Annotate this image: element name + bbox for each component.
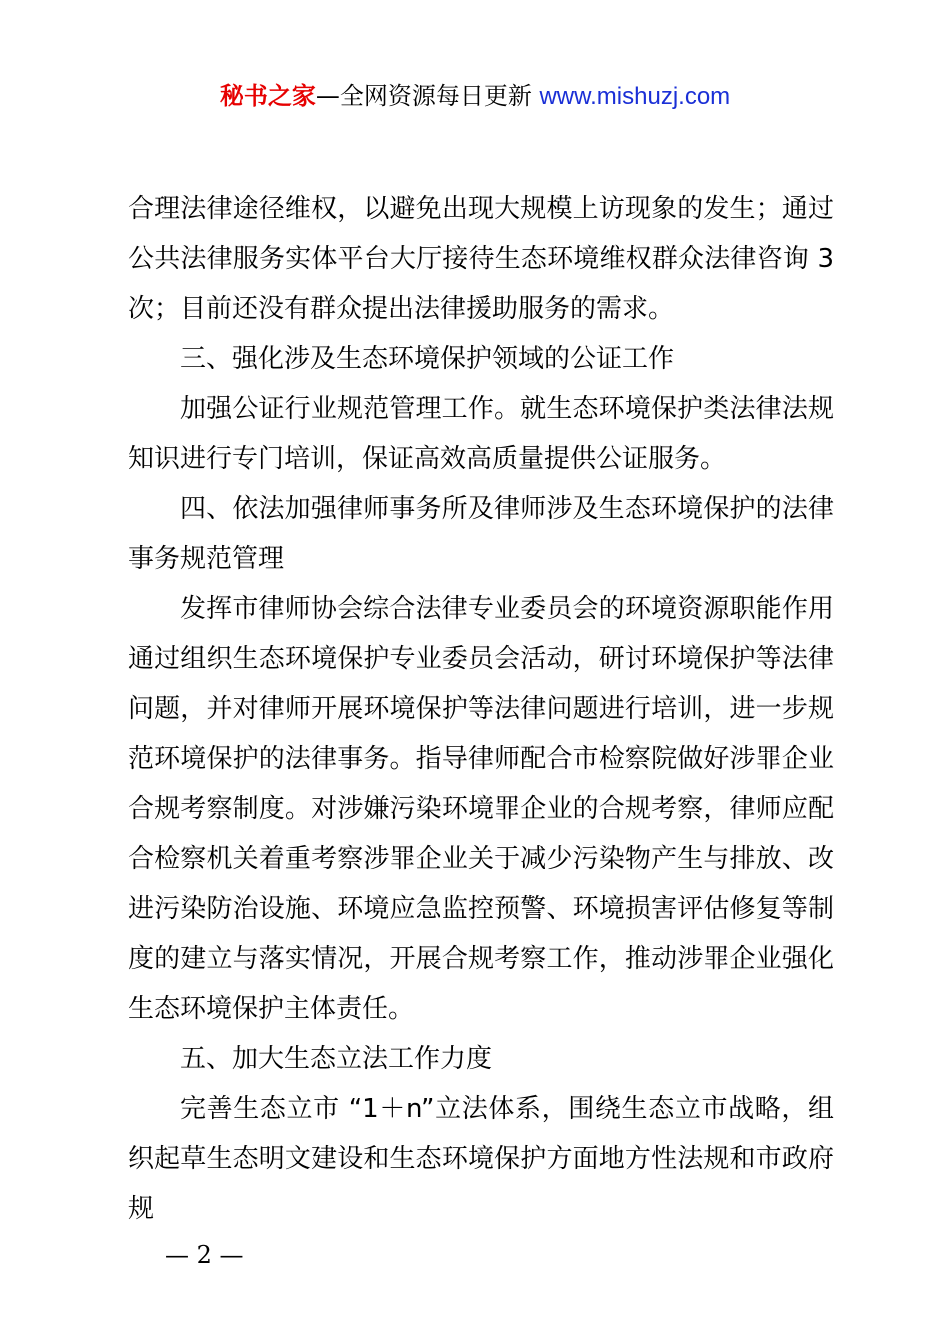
page-number: — 2 — — [165, 1241, 244, 1269]
section-heading: 四、依法加强律师事务所及律师涉及生态环境保护的法律事务规范管理 — [128, 494, 834, 574]
paragraph: 完善生态立市 “1＋n”立法体系，围绕生态立市战略，组织起草生态明文建设和生态环境保护方面地方性法规和市政府规 — [128, 1094, 834, 1224]
header-site-url[interactable]: www.mishuzj.com — [539, 83, 731, 110]
page-header — [0, 78, 950, 115]
header-slogan: —全网资源每日更新 — [315, 82, 540, 110]
paragraph: 发挥市律师协会综合法律专业委员会的环境资源职能作用通过组织生态环境保护专业委员会活动，研讨环境保护等法律问题，并对律师开展环境保护等法律问题进行培训，进一步规范环境保护的法律事务。指导律师配合市检察院做好涉罪企业合规考察制度。对涉嫌污染环境罪企业的合规考察，律师应配合检察机关着重考察涉罪企业关于减少污染物产生与排放、改进污染防治设施、环境应急监控预警、环境损害评估修复等制度的建立与落实情况，开展合规考察工作，推动涉罪企业强化生态环境保护主体责任。 — [128, 594, 834, 1024]
section-heading: 三、强化涉及生态环境保护领域的公证工作 — [180, 344, 675, 374]
paragraph: 加强公证行业规范管理工作。就生态环境保护类法律法规知识进行专门培训，保证高效高质量提供公证服务。 — [128, 394, 834, 474]
section-heading: 五、加大生态立法工作力度 — [180, 1044, 493, 1074]
header-brand: 秘书之家 — [219, 82, 316, 110]
paragraph: 合理法律途径维权，以避免出现大规模上访现象的发生；通过公共法律服务实体平台大厅接待生态环境维权群众法律咨询 3 次；目前还没有群众提出法律援助服务的需求。 — [128, 194, 834, 324]
document-body — [128, 184, 834, 1234]
